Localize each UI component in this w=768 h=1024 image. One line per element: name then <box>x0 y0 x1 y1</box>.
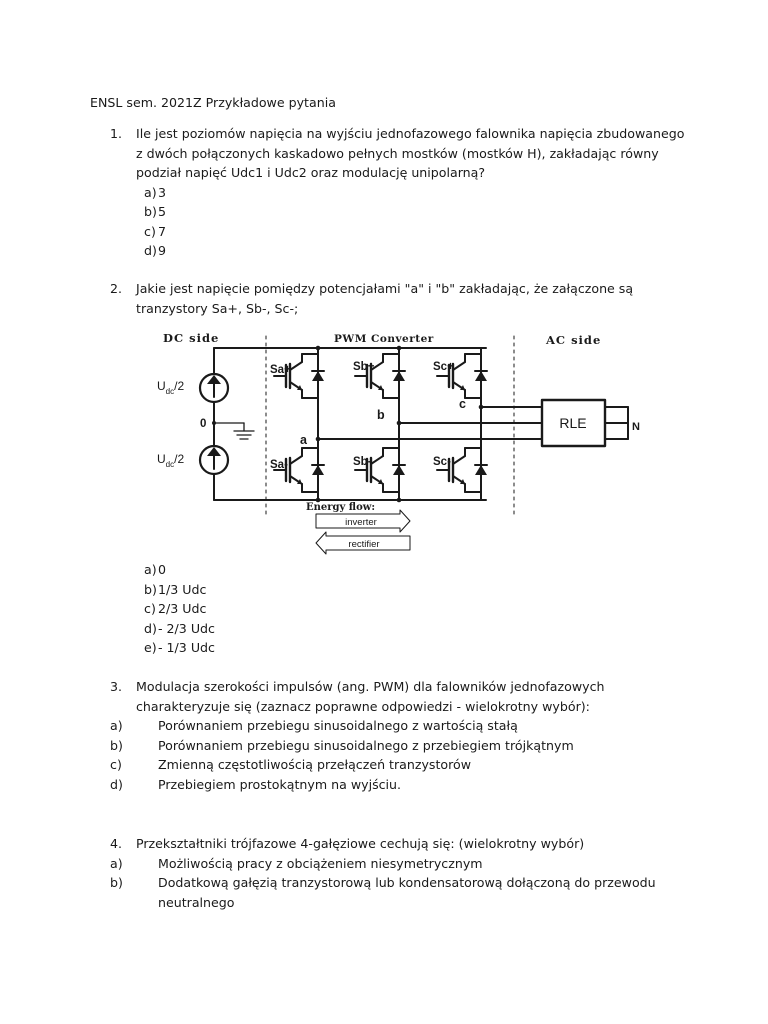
ac-side-label: AC side <box>546 333 602 347</box>
inverter-circuit-diagram <box>148 328 658 556</box>
transistor-sa-plus <box>274 354 324 398</box>
answer-option-b: b ) 1/3 Udc <box>136 580 690 600</box>
answer-option-d: d ) 9 <box>136 241 690 261</box>
question-text: Jakie jest napięcie pomiędzy potencjałami "a" i "b" zakładając, że załączone są tranzystory Sa+, Sb-, Sc-; <box>136 281 634 316</box>
transistor-sc-minus <box>437 448 487 492</box>
answer-options <box>110 854 690 913</box>
document-title: ENSL sem. 2021Z Przykładowe pytania <box>90 95 336 110</box>
label-sa-minus: Sa- <box>270 459 288 471</box>
neutral-label: N <box>632 421 640 433</box>
node-a-label: a <box>300 433 307 447</box>
node-c-label: c <box>459 397 466 411</box>
pwm-converter-label: PWM Converter <box>334 333 434 345</box>
rectifier-arrow <box>316 532 410 554</box>
answer-option-e: e ) - 1/3 Udc <box>136 638 690 658</box>
question-2-options <box>110 560 690 658</box>
dc-side-label: DC side <box>163 331 220 345</box>
source-bottom-label: $U_{dc}/2$ <box>157 452 185 469</box>
answer-options <box>110 716 690 794</box>
question-number: 3. <box>110 679 123 694</box>
answer-option-d: d ) Przebiegiem prostokątnym na wyjściu. <box>110 775 690 795</box>
inverter-arrow <box>316 510 410 532</box>
question-4 <box>110 834 690 912</box>
transistor-sb-minus <box>355 448 405 492</box>
answer-option-a: a ) Możliwością pracy z obciążeniem niesymetrycznym <box>110 854 690 874</box>
question-1 <box>110 124 690 261</box>
question-text: Modulacja szerokości impulsów (ang. PWM) dla falowników jednofazowych charakteryzuje się (zaznacz poprawne odpowiedzi - wielokrotny wybór): <box>136 679 605 714</box>
label-sb-minus: Sb- <box>353 456 372 468</box>
label-sb-plus: Sb+ <box>353 361 375 373</box>
source-top-label: $U_{dc}/2$ <box>157 379 185 396</box>
label-sc-minus: Sc- <box>433 456 451 468</box>
answer-option-d: d ) - 2/3 Udc <box>136 619 690 639</box>
answer-option-b: b ) Porównaniem przebiegu sinusoidalnego z przebiegiem trójkątnym <box>110 736 690 756</box>
question-3 <box>110 677 690 794</box>
answer-options <box>136 183 690 261</box>
question-number: 2. <box>110 281 123 296</box>
rle-load-label: RLE <box>559 415 587 431</box>
answer-option-a: a ) 3 <box>136 183 690 203</box>
ground-icon <box>214 423 254 439</box>
question-number: 1. <box>110 126 123 141</box>
dc-source-bottom <box>200 446 228 474</box>
label-sa-plus: Sa+ <box>270 364 291 376</box>
question-number: 4. <box>110 836 123 851</box>
energy-flow-label: Energy flow: <box>306 502 376 513</box>
answer-option-a: a ) 0 <box>136 560 690 580</box>
node-b-label: b <box>377 408 385 422</box>
answer-options <box>136 560 690 658</box>
answer-option-c: c ) 7 <box>136 222 690 242</box>
question-text: Przekształtniki trójfazowe 4-gałęziowe cechują się: (wielokrotny wybór) <box>136 836 585 851</box>
answer-option-b: b ) 5 <box>136 202 690 222</box>
answer-option-b: b ) Dodatkową gałęzią tranzystorową lub kondensatorową dołączoną do przewodu neutralnego <box>110 873 690 912</box>
svg-text:inverter: inverter <box>345 517 377 528</box>
answer-option-a: a ) Porównaniem przebiegu sinusoidalnego z wartością stałą <box>110 716 690 736</box>
answer-option-c: c ) Zmienną częstotliwością przełączeń tranzystorów <box>110 755 690 775</box>
midpoint-label: 0 <box>200 418 207 430</box>
answer-option-c: c ) 2/3 Udc <box>136 599 690 619</box>
dc-source-top <box>200 374 228 402</box>
question-2 <box>110 279 690 318</box>
question-text: Ile jest poziomów napięcia na wyjściu jednofazowego falownika napięcia zbudowanego z dwóch połączonych kaskadowo pełnych mostków (mostków H), zakładając równy podział napięć Udc1 i Udc2 oraz modulację unipolarną? <box>136 126 685 180</box>
label-sc-plus: Sc+ <box>433 361 454 373</box>
svg-text:rectifier: rectifier <box>348 539 380 550</box>
